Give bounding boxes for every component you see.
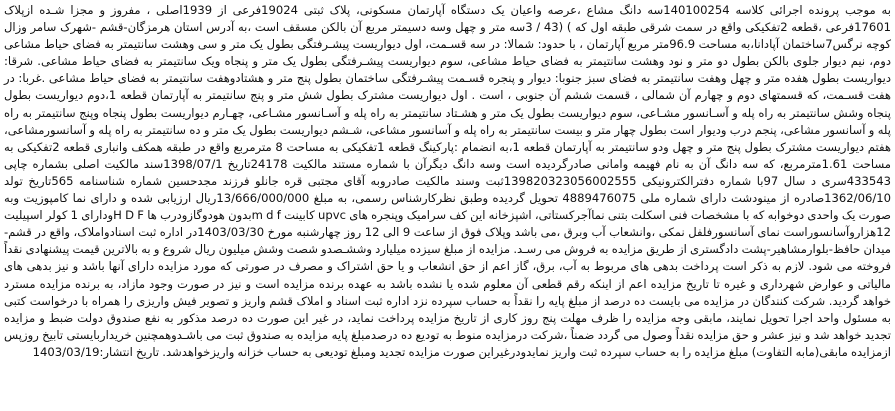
auction-notice-text: به موجب پرونده اجرائی کلاسه 140100254سه دانگ مشاع ،عرصه واعیان یک دستگاه آپارتمان مسکونی، پلاک ثبتی 19024فرعی از 1939اصلی ، مفروز و مجزا شـده ازپلاک 17601فرعی ،قطعه 2تفکیکی واقع در سمت شرقی طبقه اول که ) (43 / 3سه متر و چهل وسه دسیمتر مربع آن بالکن مسقف است ،به آدرس استان هرمزگان-قشم -شهرک سامر وزال کوچه نرگس7ساختمان آپادانا،به مساحت 96.9متر مربع آپارتمان ، با حدود: شمالا: در سه قسـمت، اول دیواریست پیشـرفتگی بطول یک متر و سی وهشت سانتیمتر به فضای حیاط مشاعی دوم، نیم دیوار جلوی بالکن بطول دو متر و نود وهشت سانتیمتر به فضای حیاط مشاعی، سوم دیواریست پیشـرفتگی بطول یک متر و پنجاه ویک سانتیمتر به فضای حیاط مشاعی. شرقا: دیواریست بطول هفده متر و چهل وهفت سانتیمتر به فضای سبز جنوبا: دیوار و پنجره قسـمت پیشـرفتگی ساختمان بطول پنج متر و هشتادوهفت سانتیمتر به فضای حیاط مشاعی .غربا: در هفت قسـمت، که قسمتهای دوم و چهارم آن شمالی ، قسمت ششم آن جنوبی ، است . اول دیواریست مشترک بطول شش متر و پنج سانتیمتر به آپارتمان قطعه 1،دوم دیواریست بطول پنجاه وشش سانتیمتر به راه پله و آسـانسور مشـاعی، سوم دیواریست بطول یک متر و هشـتاد سانتیمتر به راه پله و آسـانسور مشـاعی، چهـارم دیواریست بطول پنجاه وپنج سانتیمتر به راه پله و آسانسور مشاعی، پنجم درب ودیوار است بطول چهار متر و بیست سانتیمتر به راه پله و آسانسور مشاعی، شـشم دیواریست بطول یک متر و ده سانتیمتر به راه پله و آسانسورمشاعی، هفتم دیواریست مشترک بطول پنج متر و چهل ودو سانتیمتر به آپارتمان قطعه 1،به انضمام :پارکینگ قطعه 1تفکیکی به مساحت 8 مترمربع واقع در طبقه همکف وانباری قطعه 2تفکیکی به مساحت 1.61مترمربع، که سه دانگ آن به نام فهیمه وامانی صادرگردیده است وسه دانگ دیگرآن با شماره مستند مالکیت 24178تاریخ 1398/07/1سند مالکیت اصلی بشماره چاپی 433543سری د سال 97با شماره دفترالکترونیکی 139820323056002555ثبت وسند مالکیت صادروبه آقای مجتبی قره جانلو فرزند مجدحسین شماره شناسنامه 565تاریخ تولد 1362/06/10صادره از مینودشت دارای شماره ملی 4889476075 تحویل گردیده وطبق نظرکارشناس رسمی، به مبلغ 13/666/000/000ریال ارزیابی شده و دارای نما کامپوزیت وبه صورت یک واحدی دوخوابه که با مشخصات فنی اسکلت بتنی نماآجرکستاتی، اشپزخانه این کف سرامیک وپنجره های upvc کابینت m d fبدون هودوگازودرب ها H D Fودارای 1 کولر اسپیلیت 12هزاروآسانسوراست نمای آسانسورفلفل نمکی ،وانشعاب آب وبرق ،می باشد وپلاک فوق از ساعت 9 الی 12 روز چهارشنبه مورخ 1403/03/30در اداره ثبت اسنادواملاک، واقع در قشم-میدان حافظ-بلوارمشاهیر-پشت دادگستری از طریق مزایده به فروش می رسـد. مزایده از مبلغ سیزده میلیارد وششـصدو شصت وشش میلیون ریال شروع و به بالاترین قیمت پیشنهادی نقداً فروخته می شود. لازم به ذکر است پرداخت بدهی های مربوط به آب، برق، گاز اعم از حق انشعاب و یا حق اشتراک و مصرف در صورتی که مورد مزایده دارای آنها باشد و نیز بدهی های مالیاتی و عوارض شهرداری و غیره تا تاریخ مزایده اعم از اینکه رقم قطعی آن معلوم شده یا نشده باشد به عهده برنده مزایده است و نیز در صورت وجود مازاد، به برنده مزایده مسترد خواهد گردید. شرکت کنندگان در مزایده می بایست ده درصد از مبلغ پایه را نقداً به حساب سپرده نزد اداره ثبت اسناد و املاک قشم واریز و تصویر فیش واریزی را همراه با درخواست کتبی به مسئول واحد اجرا تحویل نمایند، مابقی وجه مزایده را ظرف مهلت پنج روز کاری از تاریخ مزایده پرداخت نماید، در غیر این صورت ده درصد مذکور به نفع صندوق دولت ضبط و مزایده تجدید خواهد شد و نیز عشر و حق مزایده نقداً وصول می گردد ضمناً ،شرکت درمزایده منوط به تودیع ده درصدمبلغ پایه مزایده به صندوق ثبت می باشـدوهمچنین خریداربایستی تابیخ روزپس ازمزایده مابقی(مابه التفاوت) مبلغ مزایده را به حساب سپرده ثبت واریز نمایدودرغیراین صورت مزایده تجدید ومبلغ تودیعی به حساب خزانه واریزخواهدشد. تاریخ انتشار:1403/03/19 (4, 3, 892, 359)
